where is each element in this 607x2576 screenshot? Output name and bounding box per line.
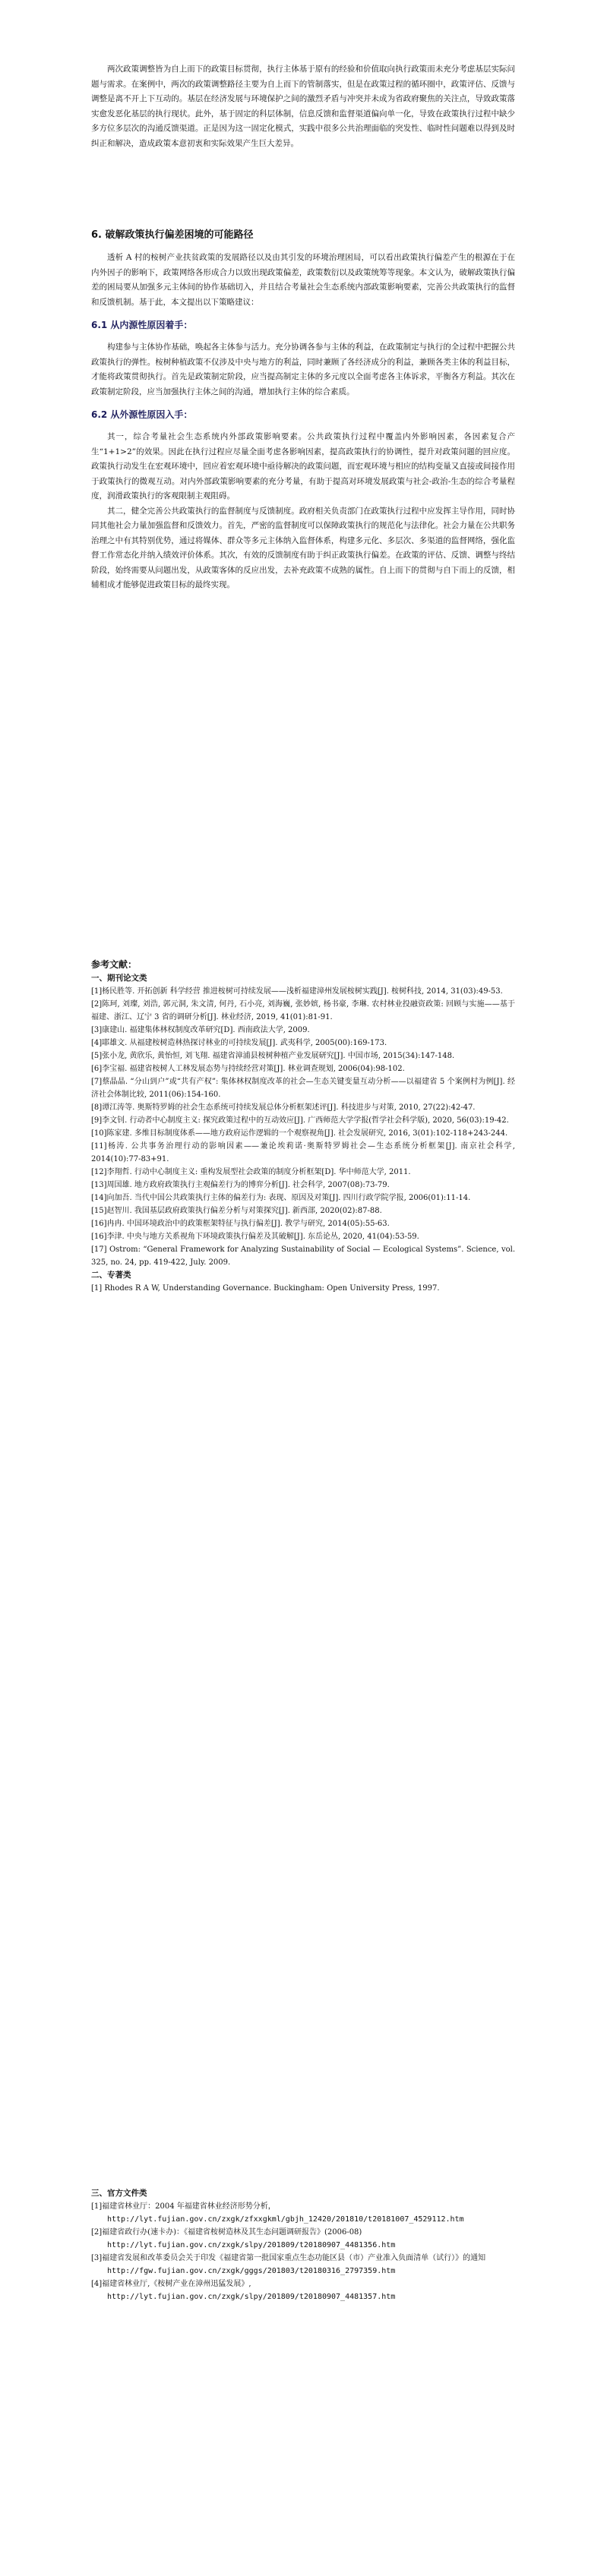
reference-item: [3]康建山. 福建集体林权制度改革研究[D]. 西南政法大学, 2009. (91, 1026, 310, 1034)
references-title: 参考文献： (91, 959, 138, 970)
reference-item: [11]杨涛. 公共事务治理行动的影响因素——兼论埃莉诺·奥斯特罗姆社会—生态系统分析框架[J]. 南京社会科学, 2014(10):77-83+91. (91, 1142, 515, 1163)
reference-item: [14]向加吾. 当代中国公共政策执行主体的偏差行为: 表现、原因及对策[J]. 四川行政学院学报, 2006(01):11-14. (91, 1194, 471, 1202)
section-paragraph: 透析 A 村的桉树产业扶贫政策的发展路径以及由其引发的环境治理困局，可以看出政策执行偏差产生的根源在于在内外因子的影响下，政策网络各形成合力以致出现政策偏差，政策数衍以及政策统筹等现象。本文认为，破解政策执行偏差的困局要从加强多元主体间的协作基础切入，并且结合考量社会生态系统内部政策影响要素，完善公共政策执行的监督和反馈机制。基于此，本文提出以下策略建议： (91, 253, 515, 307)
official-references-section (91, 2187, 515, 2303)
reference-category-books: 二、专著类 (91, 1271, 131, 1280)
subsection-paragraph: 其一，综合考量社会生态系统内外部政策影响要素。公共政策执行过程中覆盖内外影响因素，各因素复合产生“1+1>2”的效果。因此在执行过程应尽量全面考虑各影响因素，提高政策执行的协调性，提升对政策问题的回应度。政策执行动发生在宏观环境中，回应着宏观环境中亟待解决的政策问题，而宏观环境与相应的结构变量又直接或间接作用于政策执行的微观互动。对内外部政策影响要素的充分考量，有助于提高对环境发展政策与社会-政治-生态的综合考量程度，润滑政策执行的客观限制主观阻碍。 (91, 432, 515, 500)
reference-item: [5]张小龙, 黄欣乐, 黄怡恒, 刘飞翔. 福建省漳浦县桉树种植产业发展研究[J]. 中国市场, 2015(34):147-148. (91, 1052, 455, 1060)
intro-paragraph: 两次政策调整皆为自上而下的政策目标贯彻，执行主体基于原有的经验和价值取向执行政策而未充分考虑基层实际问题与需求。在案例中，两次的政策调整路径主要为自上而下的管制落实，但是在政策过程的循环圈中，政策评估、反馈与调整是离不开上下互动的。基层在经济发展与环境保护之间的激烈矛盾与冲突并未成为省政府聚焦的关注点，导致政策落实愈发恶化基层的执行现状。此外，基于固定的科层体制，信息反馈和监督渠道偏向单一化，导致在政策执行过程中缺少多方位多层次的沟通反馈渠道。正是因为这一固定化模式，实践中很多公共治理面临的突发性、临时性问题难以得到及时纠正和解决，造成政策本意初衷和实际效果产生巨大差异。 (91, 65, 515, 148)
intro-section (91, 62, 515, 151)
reference-item: http://lyt.fujian.gov.cn/zxgk/slpy/201809/t20180907_4481356.htm (107, 2241, 396, 2249)
reference-item: [16]冉冉. 中国环境政治中的政策框架特征与执行偏差[J]. 教学与研究, 2014(05):55-63. (91, 1220, 390, 1228)
reference-item: [10]陈家建. 多维目标制度体系——地方政府运作逻辑的一个观察视角[J]. 社会发展研究, 2016, 3(01):102-118+243-244. (91, 1129, 508, 1138)
reference-item: [15]赵智川. 我国基层政府政策执行偏差分析与对策探究[J]. 新西部, 2020(02):87-88. (91, 1207, 382, 1215)
reference-item: [1]福建省林业厅：2004 年福建省林业经济形势分析， (91, 2202, 276, 2211)
reference-item: [7]蔡晶晶. “分山到户”或“共有产权”: 集体林权制度改革的社会—生态关键变量互动分析——以福建省 5 个案例村为例[J]. 经济社会体制比较, 2011(06):154-160. (91, 1078, 515, 1099)
references-section (91, 957, 515, 1295)
section-title: 6. 破解政策执行偏差困境的可能路径 (91, 229, 254, 241)
subsection-paragraph: 构建参与主体协作基础，唤起各主体参与活力。充分协调各参与主体的利益，在政策制定与执行的全过程中把握公共政策执行的弹性。桉树种植政策不仅涉及中央与地方的利益，同时兼顾了各经济成分的利益，兼顾各类主体的利益目标，才能将政策贯彻执行。首先是政策制定阶段，应当提高制定主体的多元度以全面考虑各主体诉求，平衡各方利益。其次在政策制定阶段，应当加强执行主体之间的沟通，增加执行主体的综合素质。 (91, 343, 515, 396)
subsection-title-6-2: 6.2 从外源性原因入手： (91, 409, 193, 420)
journal-reference-list (91, 985, 515, 1269)
book-reference-list (91, 1282, 515, 1295)
subsection-paragraph: 其二，健全完善公共政策执行的监督制度与反馈制度。政府相关负责部门在政策执行过程中应发挥主导作用，同时协同其他社会力量加强监督和反馈效力。首先，严密的监督制度可以保障政策执行的规范化与法律化。社会力量在公共职务治理之中有其特别优势，通过将媒体、群众等多元主体纳入监督体系，构建多元化、多层次、多渠道的监督网络，强化监督工作常态化并纳入绩效评价体系。其次，有效的反馈制度有助于纠正政策执行偏差。在政策的评估、反馈、调整与终结阶段，始终需要从问题出发，从政策客体的反应出发，去补充政策不成熟的属性。自上而下的贯彻与自下而上的反馈，相辅相成才能够促进政策目标的最终实现。 (91, 506, 515, 589)
reference-item: [16]李津. 中央与地方关系视角下环境政策执行偏差及其破解[J]. 东岳论丛, 2020, 41(04):53-59. (91, 1233, 419, 1241)
reference-category-journal: 一、期刊论文类 (91, 974, 147, 983)
reference-item: http://fgw.fujian.gov.cn/zxgk/gggs/201803/t20180316_2797359.htm (107, 2267, 396, 2275)
reference-item: http://lyt.fujian.gov.cn/zxgk/zfxxgkml/gbjh_12420/201810/t20181007_4529112.htm (107, 2215, 464, 2224)
reference-item: [2]福建省政行办(速卡办)：《福建省桉树造林及其生态问题调研报告》(2006-08) (91, 2228, 362, 2237)
reference-item: [13]周国雄. 地方政府政策执行主观偏差行为的博弈分析[J]. 社会科学, 2007(08):73-79. (91, 1181, 390, 1189)
reference-item: [1] Rhodes R A W, Understanding Governance. Buckingham: Open University Press, 1997. (91, 1284, 440, 1293)
reference-item: [1]杨民胜等. 开拓创新 科学经营 推进桉树可持续发展——浅析福建漳州发展桉树实践[J]. 桉树科技, 2014, 31(03):49-53. (91, 987, 503, 996)
reference-item: [9]李文钊. 行动者中心制度主义: 探究政策过程中的互动效应[J]. 广西师范大学学报(哲学社会科学版), 2020, 56(03):19-42. (91, 1116, 509, 1125)
section-6 (91, 228, 515, 593)
reference-item: [2]陈珂, 刘璨, 刘浩, 郭元洞, 朱文清, 何丹, 石小亮, 刘海巍, 张妙嫔, 杨书豪, 李琳. 农村林业投融资政策: 回顾与实施——基于福建、浙江、辽宁 3 省的调研分析[J]. 林业经济, 2019, 41(01):81-91. (91, 1000, 515, 1021)
subsection-title-6-1: 6.1 从内源性原因着手： (91, 320, 193, 330)
reference-item: [8]谭江涛等. 奥斯特罗姆的社会生态系统可持续发展总体分析框架述评[J]. 科技进步与对策, 2010, 27(22):42-47. (91, 1103, 476, 1112)
reference-item: [17] Ostrom: “General Framework for Analyzing Sustainability of Social — Ecological Systems”. Science, vol. 325, no. 24, pp. 419-422, July. 2009. (91, 1245, 515, 1267)
reference-item: [12]李翔哲. 行动中心制度主义: 重构发展型社会政策的制度分析框架[D]. 华中师范大学, 2011. (91, 1168, 411, 1176)
official-reference-list (91, 2200, 515, 2303)
reference-item: http://lyt.fujian.gov.cn/zxgk/slpy/201809/t20180907_4481357.htm (107, 2293, 396, 2301)
reference-item: [4]福建省林业厅,《桉树产业在漳州迅猛发展》, (91, 2280, 251, 2288)
reference-category-official: 三、官方文件类 (91, 2189, 147, 2198)
reference-item: [3]福建省发展和改革委员会关于印发《福建省第一批国家重点生态功能区县（市）产业准入负面清单（试行）》的通知 (91, 2254, 486, 2262)
reference-item: [6]李宝福. 福建省桉树人工林发展态势与持续经营对策[J]. 林业调查规划, 2006(04):98-102. (91, 1065, 405, 1073)
reference-item: [4]耶雄文. 从福建桉树造林热探讨林业的可持续发展[J]. 武夷科学, 2005(00):169-173. (91, 1039, 387, 1047)
